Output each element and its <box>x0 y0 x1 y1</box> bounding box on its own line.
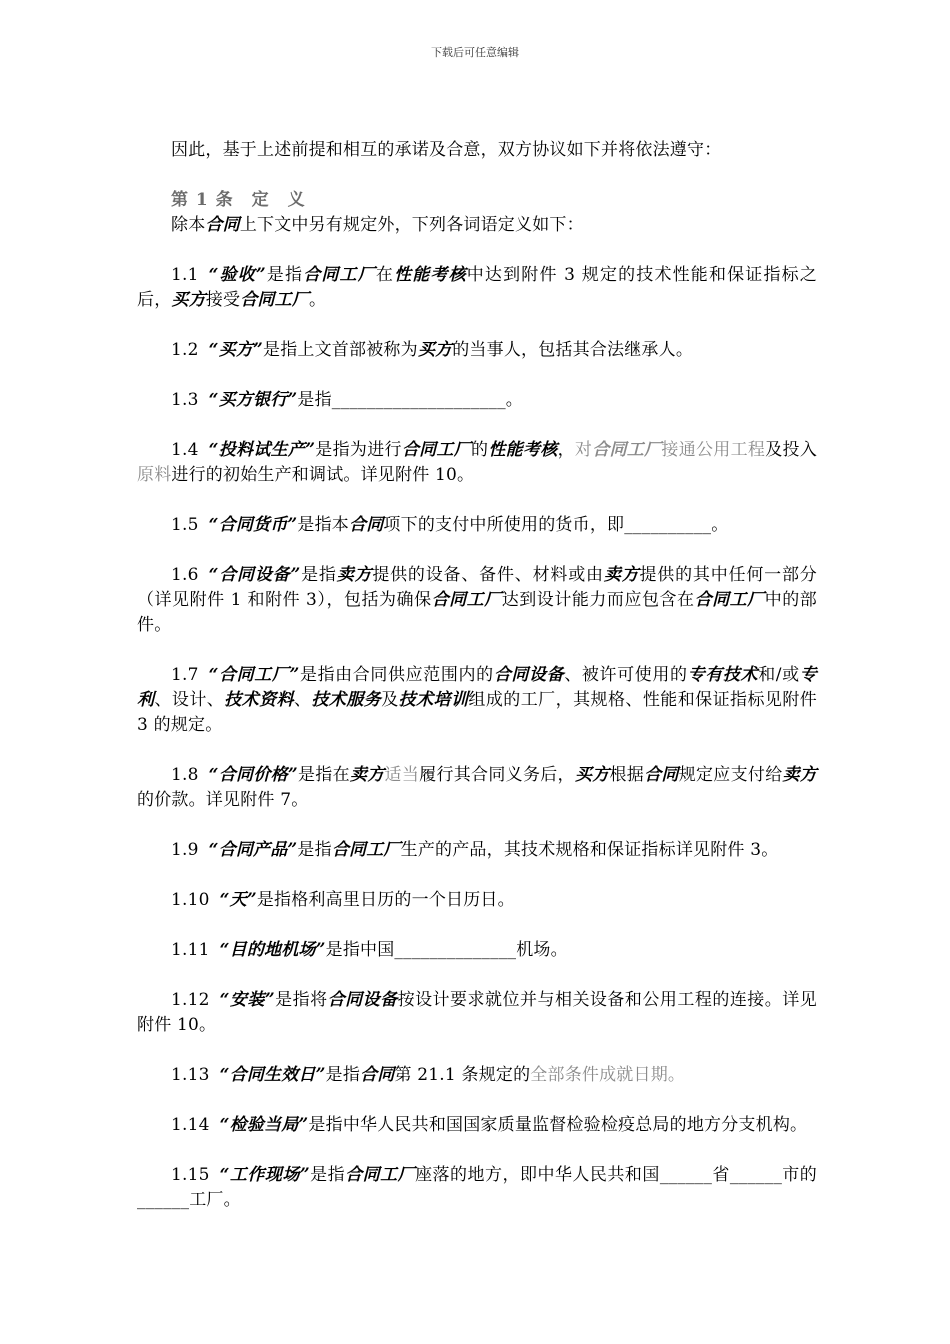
defined-term: 卖方 <box>603 565 640 585</box>
definition-1-15 <box>137 1163 817 1213</box>
defined-term: 合同工厂 <box>592 440 662 460</box>
text-segment: 和/或 <box>758 665 800 685</box>
clause-number: 1.4 <box>171 440 199 460</box>
text-segment: 的价款。详见附件 7。 <box>137 790 309 810</box>
text-segment: 达到设计能力而应包含在 <box>501 590 695 610</box>
text-segment: 、被许可使用的 <box>564 665 688 685</box>
defined-term: “工作现场” <box>219 1165 310 1185</box>
defined-term: 性能考核 <box>488 440 558 460</box>
definition-1-13 <box>137 1063 817 1088</box>
defined-term: 合同工厂 <box>431 590 502 610</box>
text-segment: 中的部件。 <box>137 590 817 635</box>
text-segment: 适当 <box>384 765 420 785</box>
defined-term: “合同设备” <box>208 565 301 585</box>
article-lead <box>137 213 817 238</box>
text-segment: 是指在 <box>297 765 350 785</box>
text-segment: 是指 <box>300 565 337 585</box>
text-segment: 是指 <box>265 265 304 285</box>
clause-number: 1.7 <box>171 665 199 685</box>
clause-number: 1.3 <box>171 390 199 410</box>
definition-1-9 <box>137 838 817 863</box>
defined-term: 合同工厂 <box>401 440 472 460</box>
clause-number: 1.2 <box>171 340 199 360</box>
text-segment: 是指中国______________机场。 <box>325 940 568 960</box>
text-segment: 的当事人，包括其合法继承人。 <box>452 340 694 360</box>
text-segment: 对 <box>574 440 593 460</box>
article-title: 第 1 条 定 义 <box>171 190 306 210</box>
text-segment: 组成的工厂，其规格、性能和保证指标见附件 3 的规定。 <box>137 690 817 735</box>
text-segment: 是指____________________。 <box>297 390 524 410</box>
defined-term: 合同工厂 <box>303 265 376 285</box>
defined-term: 技术服务 <box>311 690 382 710</box>
defined-term: 合同工厂 <box>240 290 310 310</box>
clause-number: 1.8 <box>171 765 199 785</box>
defined-term: 合同 <box>349 515 384 535</box>
clause-number: 1.12 <box>171 990 210 1010</box>
text-segment: 根据 <box>609 765 645 785</box>
defined-term: 买方 <box>171 290 206 310</box>
text-segment: 是指 <box>309 1165 346 1185</box>
defined-term: “验收” <box>208 265 266 285</box>
text-segment: 的 <box>471 440 489 460</box>
defined-term: 合同 <box>360 1065 395 1085</box>
defined-term: 卖方 <box>336 565 373 585</box>
defined-term: 卖方 <box>349 765 385 785</box>
text-segment: 原料 <box>137 465 172 485</box>
text-segment: 、设计、 <box>154 690 225 710</box>
clause-number: 1.13 <box>171 1065 210 1085</box>
defined-term: 合同工厂 <box>331 840 401 860</box>
text-segment: 第 21.1 条规定的 <box>394 1065 531 1085</box>
definition-1-12 <box>137 988 817 1038</box>
clause-number: 1.6 <box>171 565 199 585</box>
text-segment: 接受 <box>205 290 241 310</box>
text-segment: 是指由合同供应范围内的 <box>299 665 494 685</box>
text-segment: 、 <box>293 690 312 710</box>
text-segment: 是指格利高里日历的一个日历日。 <box>256 890 515 910</box>
text-segment: 在 <box>375 265 395 285</box>
defined-term: “合同产品” <box>208 840 298 860</box>
defined-term: 合同 <box>644 765 679 785</box>
defined-term: 买方 <box>574 765 610 785</box>
text-segment: 进行的初始生产和调试。详见附件 10。 <box>171 465 475 485</box>
definition-1-2 <box>137 338 817 363</box>
text-segment: 。 <box>309 290 327 310</box>
text-segment: 提供的其中任何一部分（详见附件 1 和附件 3），包括为确保 <box>137 565 817 610</box>
definition-1-4 <box>137 438 817 488</box>
text-segment: 是指将 <box>274 990 328 1010</box>
clause-number: 1.9 <box>171 840 199 860</box>
text-segment: 中达到附件 3 规定的技术性能和保证指标之后， <box>137 265 817 310</box>
text-segment: 项下的支付中所使用的货币，即__________。 <box>383 515 729 535</box>
defined-term: “合同价格” <box>208 765 298 785</box>
text-segment: 提供的设备、备件、材料或由 <box>372 565 604 585</box>
definition-1-3 <box>137 388 817 413</box>
defined-term: “合同货币” <box>208 515 298 535</box>
defined-term: “买方” <box>208 340 263 360</box>
text-segment: 是指为进行 <box>315 440 402 460</box>
clause-number: 1.10 <box>171 890 210 910</box>
defined-term: “目的地机场” <box>219 940 326 960</box>
text-segment: 生产的产品，其技术规格和保证指标详见附件 3。 <box>400 840 779 860</box>
defined-term: 技术资料 <box>224 690 294 710</box>
text-segment: 接通公用工程 <box>661 440 766 460</box>
text-segment: 是指 <box>297 840 332 860</box>
defined-term: 专利 <box>137 665 817 710</box>
clause-number: 1.15 <box>171 1165 210 1185</box>
text-segment: 是指本 <box>297 515 350 535</box>
definition-1-1 <box>137 263 817 313</box>
defined-term: 专有技术 <box>687 665 759 685</box>
text-segment: 及投入 <box>765 440 818 460</box>
text-segment: 除本 <box>171 215 206 235</box>
defined-term: 合同工厂 <box>694 590 765 610</box>
definition-1-10 <box>137 888 817 913</box>
text-segment: 是指上文首部被称为 <box>263 340 418 360</box>
text-segment: 座落的地方，即中华人民共和国______省______市的______工厂。 <box>137 1165 817 1210</box>
defined-term: 买方 <box>417 340 453 360</box>
defined-term: 合同设备 <box>327 990 398 1010</box>
defined-term: “买方银行” <box>208 390 298 410</box>
definition-1-14 <box>137 1113 817 1138</box>
text-segment: 是指 <box>325 1065 361 1085</box>
defined-term: “合同生效日” <box>219 1065 326 1085</box>
defined-term: 性能考核 <box>394 265 467 285</box>
intro-paragraph: 因此，基于上述前提和相互的承诺及合意，双方协议如下并将依法遵守： <box>171 140 722 160</box>
text-segment: 履行其合同义务后， <box>419 765 575 785</box>
clause-number: 1.14 <box>171 1115 210 1135</box>
text-segment: 是指中华人民共和国国家质量监督检验检疫总局的地方分支机构。 <box>308 1115 808 1135</box>
text-segment: 按设计要求就位并与相关设备和公用工程的连接。详见附件 10。 <box>137 990 817 1035</box>
text-segment: 及 <box>381 690 399 710</box>
definition-1-8 <box>137 763 817 813</box>
definition-1-11 <box>137 938 817 963</box>
text-segment: 上下文中另有规定外，下列各词语定义如下： <box>239 215 584 235</box>
text-segment: 规定应支付给 <box>678 765 783 785</box>
definition-1-7 <box>137 663 817 738</box>
defined-term: “检验当局” <box>219 1115 309 1135</box>
text-segment: 全部条件成就日期。 <box>530 1065 686 1085</box>
defined-term: 技术培训 <box>398 690 469 710</box>
clause-number: 1.5 <box>171 515 199 535</box>
defined-term: “安装” <box>219 990 275 1010</box>
defined-term: “天” <box>219 890 257 910</box>
defined-term: 合同设备 <box>493 665 565 685</box>
defined-term: “投料试生产” <box>208 440 316 460</box>
document-body <box>137 138 817 1238</box>
text-segment: ， <box>557 440 575 460</box>
clause-number: 1.1 <box>171 265 199 285</box>
defined-term: “合同工厂” <box>208 665 300 685</box>
defined-term: 合同工厂 <box>345 1165 416 1185</box>
clause-number: 1.11 <box>171 940 210 960</box>
definition-1-5 <box>137 513 817 538</box>
defined-term: 卖方 <box>782 765 818 785</box>
definition-1-6 <box>137 563 817 638</box>
defined-term: 合同 <box>205 215 240 235</box>
page-header: 下载后可任意编辑 <box>431 46 519 59</box>
